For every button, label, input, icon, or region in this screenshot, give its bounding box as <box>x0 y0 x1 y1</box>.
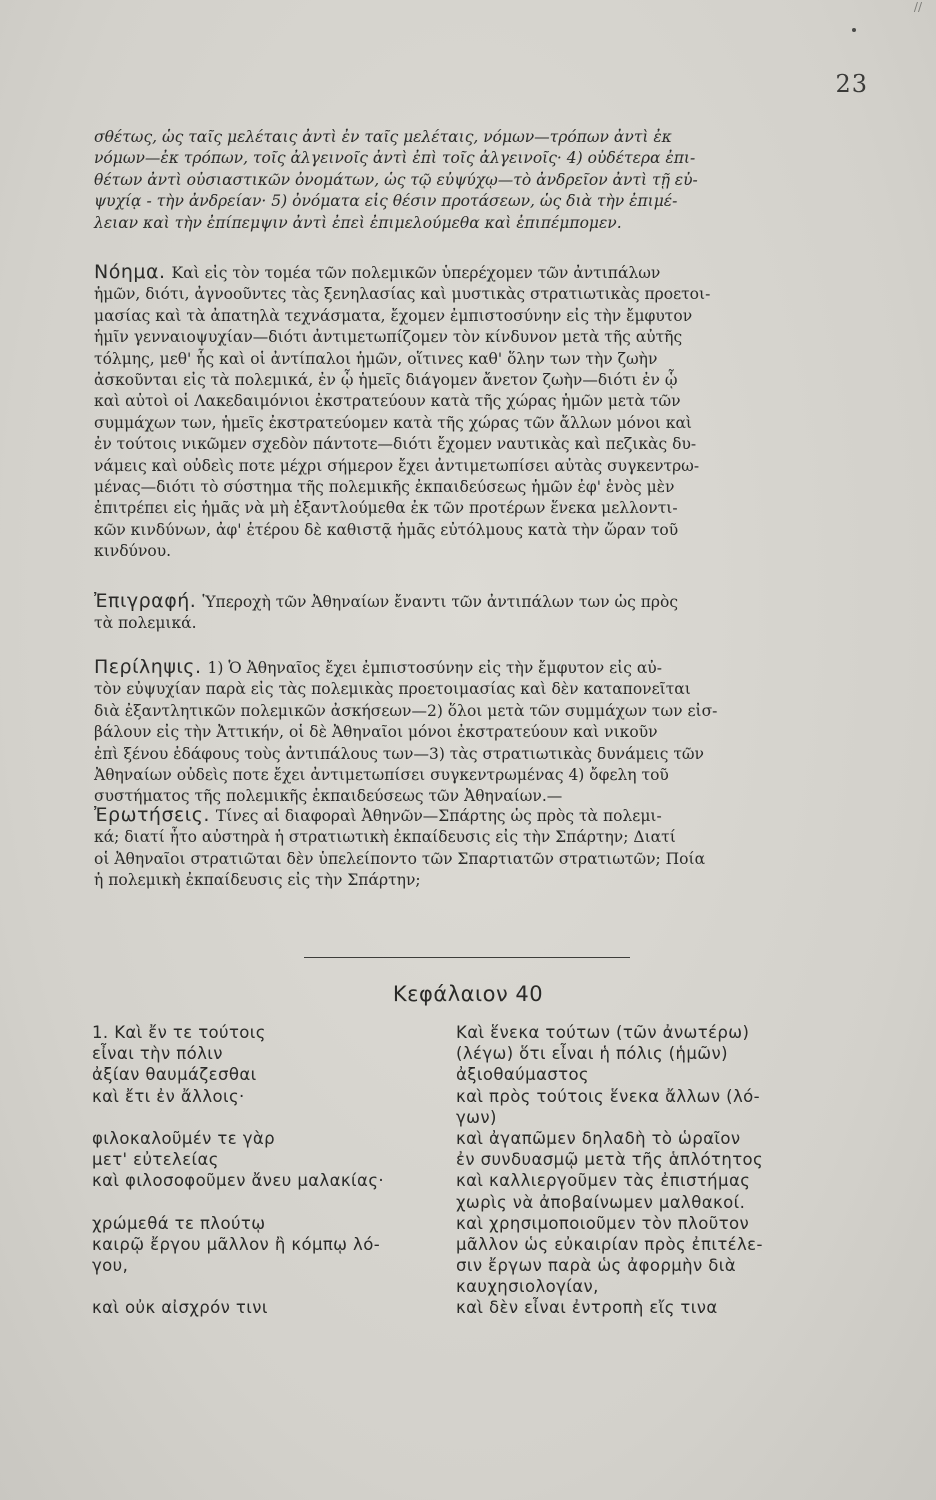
noima-text: ἐν τούτοις νικῶμεν σχεδὸν πάντοτε—διότι ἔχομεν ναυτικὰς καὶ πεζικὰς δυ- <box>94 435 697 454</box>
translation-line: καὶ δὲν εἶναι ἐντροπὴ εἴς τινα <box>456 1298 718 1318</box>
noima-label: Νόημα. <box>94 261 166 283</box>
perilipsis-text: βάλουν εἰς τὴν Ἀττικήν, οἱ δὲ Ἀθηναῖοι μόνοι ἐκστρατεύουν καὶ νικοῦν <box>94 723 658 742</box>
noima-text: ἐπιτρέπει εἰς ἡμᾶς νὰ μὴ ἐξαντλούμεθα ἐκ τῶν προτέρων ἕνεκα μελλοντι- <box>94 499 678 518</box>
perilipsis-text: ἐπὶ ξένου ἐδάφους τοὺς ἀντιπάλους των—3) τὰς στρατιωτικὰς δυνάμεις τῶν <box>94 744 704 763</box>
erotiseis-section <box>94 805 876 892</box>
noima-line <box>94 327 876 348</box>
noima-line <box>94 520 876 541</box>
noima-section <box>94 262 876 563</box>
noima-line <box>94 498 876 519</box>
greek-text-line: καιρῷ ἔργου μᾶλλον ἢ κόμπῳ λό- <box>92 1234 381 1254</box>
perilipsis-line <box>94 657 876 679</box>
greek-text-line: χρώμεθά τε πλούτῳ <box>92 1213 266 1233</box>
perilipsis-text: 1) Ὁ Ἀθηναῖος ἔχει ἐμπιστοσύνην εἰς τὴν ἔμφυτον εἰς αὐ- <box>207 659 662 677</box>
perilipsis-line <box>94 722 876 743</box>
noima-text: καὶ αὐτοὶ οἱ Λακεδαιμόνιοι ἐκστρατεύουν κατὰ τῆς χώρας ἡμῶν μετὰ τῶν <box>94 392 681 411</box>
noima-text: ἀσκοῦνται εἰς τὰ πολεμικά, ἐν ᾧ ἡμεῖς διάγομεν ἄνετον ζωὴν—διότι ἐν ᾧ <box>94 371 678 390</box>
epigrafi-line <box>94 591 876 613</box>
greek-text-line: γου, <box>92 1256 129 1276</box>
noima-line <box>94 434 876 455</box>
greek-text-line: καὶ φιλοσοφοῦμεν ἄνευ μαλακίας· <box>92 1171 385 1191</box>
erotiseis-line <box>94 827 876 848</box>
perilipsis-line <box>94 701 876 722</box>
perilipsis-line <box>94 679 876 700</box>
noima-text: νάμεις καὶ οὐδεὶς ποτε μέχρι σήμερον ἔχει ἀντιμετωπίσει αὐτὰς συγκεντρω- <box>94 456 700 475</box>
greek-text-column <box>92 1022 432 1319</box>
intro-line: σθέτως, ὡς ταῖς μελέταις ἀντὶ ἐν ταῖς μελέταις, νόμων—τρόπων ἀντὶ ἐκ <box>94 128 672 146</box>
noima-line <box>94 306 876 327</box>
erotiseis-text: Τίνες αἱ διαφοραὶ Ἀθηνῶν—Σπάρτης ὡς πρὸς τὰ πολεμι- <box>215 807 662 825</box>
translation-line: καὶ χρησιμοποιοῦμεν τὸν πλοῦτον <box>456 1213 750 1233</box>
noima-line <box>94 541 876 562</box>
ink-dot <box>852 28 856 32</box>
perilipsis-section <box>94 657 876 808</box>
perilipsis-label: Περίληψις. <box>94 656 202 678</box>
epigrafi-section <box>94 591 876 635</box>
greek-text-line: εἶναι τὴν πόλιν <box>92 1044 223 1064</box>
erotiseis-line <box>94 849 876 870</box>
translation-line: καὶ ἀγαπῶμεν δηλαδὴ τὸ ὡραῖον <box>456 1128 741 1148</box>
noima-line <box>94 284 876 305</box>
section-divider <box>304 957 630 958</box>
translation-line: ἀξιοθαύμαστος <box>456 1065 590 1085</box>
perilipsis-text: διὰ ἐξαντλητικῶν πολεμικῶν ἀσκήσεων—2) ὅλοι μετὰ τῶν συμμάχων των εἰσ- <box>94 701 718 720</box>
erotiseis-line <box>94 805 876 827</box>
translation-line: ἐν συνδυασμῷ μετὰ τῆς ἁπλότητος <box>456 1150 764 1170</box>
noima-text: ἡμῖν γενναιοψυχίαν—διότι ἀντιμετωπίζομεν τὸν κίνδυνον μετὰ τῆς αὐτῆς <box>94 328 683 347</box>
noima-line <box>94 413 876 434</box>
intro-paragraph <box>94 127 876 234</box>
noima-text: μασίας καὶ τὰ ἀπατηλὰ τεχνάσματα, ἔχομεν ἐμπιστοσύνην εἰς τὴν ἔμφυτον <box>94 306 693 325</box>
greek-text-line: ἀξίαν θαυμάζεσθαι <box>92 1065 257 1085</box>
epigrafi-line <box>94 613 876 634</box>
epigrafi-label: Ἐπιγραφή. <box>94 590 197 612</box>
translation-line: χωρὶς νὰ ἀποβαίνωμεν μαλθακοί. <box>456 1192 746 1212</box>
erotiseis-line <box>94 870 876 891</box>
translation-line: γων) <box>456 1107 497 1127</box>
noima-line <box>94 456 876 477</box>
greek-text-line: 1. Καὶ ἔν τε τούτοις <box>92 1023 266 1042</box>
noima-text: μένας—διότι τὸ σύστημα τῆς πολεμικῆς ἐκπαιδεύσεως ἡμῶν ἐφ' ἑνὸς μὲν <box>94 478 675 497</box>
noima-text: Καὶ εἰς τὸν τομέα τῶν πολεμικῶν ὑπερέχομεν τῶν ἀντιπάλων <box>171 264 661 282</box>
epigrafi-text: τὰ πολεμικά. <box>94 614 197 633</box>
noima-line <box>94 391 876 412</box>
greek-text-line: καὶ οὐκ αἰσχρόν τινι <box>92 1298 268 1318</box>
noima-line <box>94 477 876 498</box>
greek-text-line <box>92 1192 432 1213</box>
greek-text-line <box>92 1276 432 1297</box>
erotiseis-text: ἡ πολεμικὴ ἐκπαίδευσις εἰς τὴν Σπάρτην; <box>94 871 421 890</box>
noima-text: τόλμης, μεθ' ἧς καὶ οἱ ἀντίπαλοι ἡμῶν, οἵτινες καθ' ὅλην των τὴν ζωὴν <box>94 349 658 368</box>
translation-line: καὶ πρὸς τούτοις ἕνεκα ἄλλων (λό- <box>456 1086 761 1106</box>
translation-column <box>456 1022 896 1319</box>
chapter-title: Κεφάλαιον 40 <box>392 982 544 1006</box>
translation-line: σιν ἔργων παρὰ ὡς ἀφορμὴν διὰ <box>456 1256 736 1276</box>
intro-line: νόμων—ἐκ τρόπων, τοῖς ἀλγεινοῖς ἀντὶ ἐπὶ τοῖς ἀλγεινοῖς· 4) οὐδέτερα ἐπι- <box>94 149 696 168</box>
intro-line: ψυχίᾳ - τὴν ἀνδρείαν· 5) ὀνόματα εἰς θέσιν προτάσεων, ὡς διὰ τὴν ἐπιμέ- <box>94 192 678 211</box>
greek-text-line: καὶ ἔτι ἐν ἄλλοις· <box>92 1086 245 1106</box>
page-number: 23 <box>835 70 868 98</box>
noima-line <box>94 349 876 370</box>
perilipsis-line <box>94 744 876 765</box>
greek-text-line: μετ' εὐτελείας <box>92 1150 219 1170</box>
noima-text: ἡμῶν, διότι, ἀγνοοῦντες τὰς ξενηλασίας καὶ μυστικὰς στρατιωτικὰς προετοι- <box>94 285 711 304</box>
greek-text-line: φιλοκαλοῦμέν τε γὰρ <box>92 1128 276 1148</box>
perilipsis-text: τὸν εὐψυχίαν παρὰ εἰς τὰς πολεμικὰς προετοιμασίας καὶ δὲν καταπονεῖται <box>94 680 691 699</box>
perilipsis-line <box>94 765 876 786</box>
translation-line: καυχησιολογίαν, <box>456 1277 599 1297</box>
intro-line: λειαν καὶ τὴν ἐπίπεμψιν ἀντὶ ἐπεὶ ἐπιμελούμεθα καὶ ἐπιπέμπομεν. <box>94 213 622 232</box>
noima-line <box>94 370 876 391</box>
translation-line: (λέγω) ὅτι εἶναι ἡ πόλις (ἡμῶν) <box>456 1044 728 1064</box>
noima-text: κινδύνου. <box>94 542 172 561</box>
translation-line: καὶ καλλιεργοῦμεν τὰς ἐπιστήμας <box>456 1171 751 1191</box>
intro-line: θέτων ἀντὶ οὐσιαστικῶν ὀνομάτων, ὡς τῷ εὐψύχῳ—τὸ ἀνδρεῖον ἀντὶ τῇ εὐ- <box>94 170 698 189</box>
erotiseis-text: οἱ Ἀθηναῖοι στρατιῶται δὲν ὑπελείποντο τῶν Σπαρτιατῶν στρατιωτῶν; Ποία <box>94 849 706 868</box>
corner-mark: // <box>913 0 922 14</box>
translation-line: Καὶ ἕνεκα τούτων (τῶν ἀνωτέρω) <box>456 1023 750 1042</box>
erotiseis-text: κά; διατί ἦτο αὐστηρὰ ἡ στρατιωτικὴ ἐκπαίδευσις εἰς τὴν Σπάρτην; Διατί <box>94 828 676 847</box>
epigrafi-text: Ὑπεροχὴ τῶν Ἀθηναίων ἔναντι τῶν ἀντιπάλων των ὡς πρὸς <box>202 593 679 611</box>
translation-line: μᾶλλον ὡς εὐκαιρίαν πρὸς ἐπιτέλε- <box>456 1234 763 1254</box>
greek-text-line <box>92 1107 432 1128</box>
noima-text: κῶν κινδύνων, ἀφ' ἑτέρου δὲ καθιστᾷ ἡμᾶς εὐτόλμους κατὰ τὴν ὥραν τοῦ <box>94 520 679 539</box>
erotiseis-label: Ἐρωτήσεις. <box>94 804 210 826</box>
perilipsis-text: συστήματος τῆς πολεμικῆς ἐκπαιδεύσεως τῶν Ἀθηναίων.— <box>94 787 563 806</box>
perilipsis-text: Ἀθηναίων οὐδεὶς ποτε ἔχει ἀντιμετωπίσει συγκεντρωμένας 4) ὄφελη τοῦ <box>94 766 669 785</box>
noima-line <box>94 262 876 284</box>
noima-text: συμμάχων των, ἡμεῖς ἐκστρατεύομεν κατὰ τῆς χώρας τῶν ἄλλων μόνοι καὶ <box>94 413 692 432</box>
